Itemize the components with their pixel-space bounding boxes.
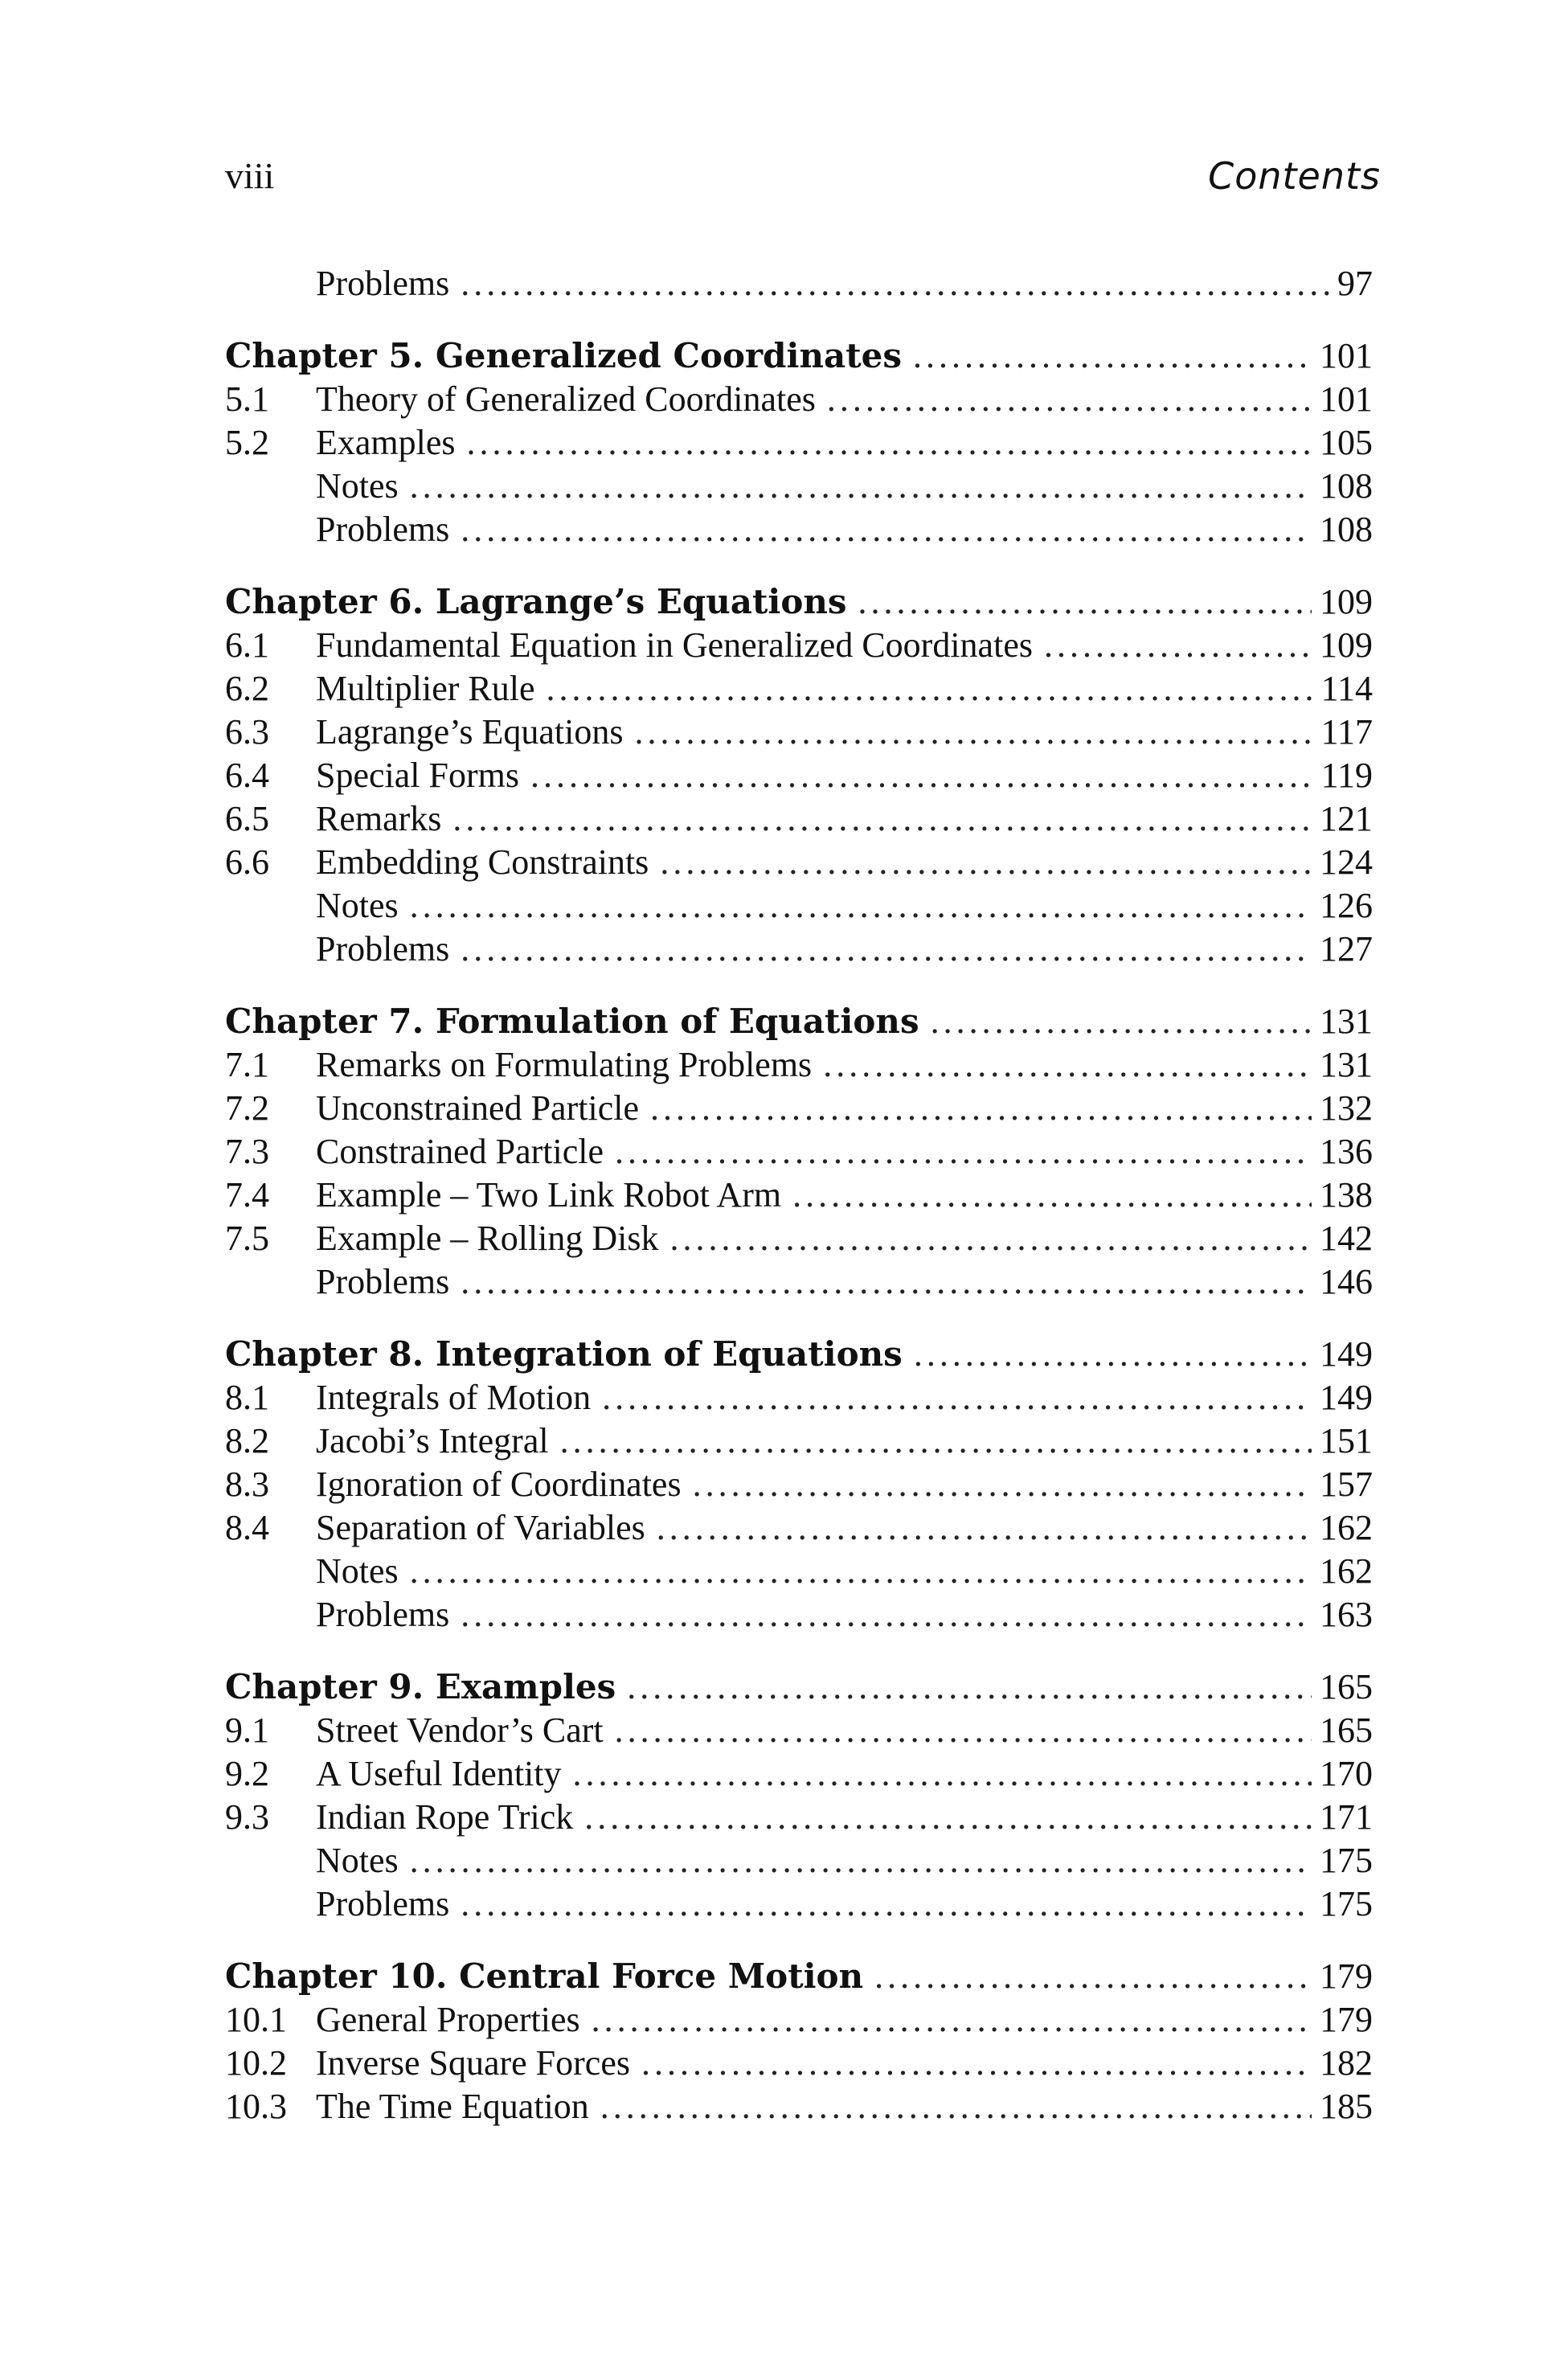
dot-leader <box>452 797 1312 841</box>
chapter-title: Chapter 10. Central Force Motion <box>225 1956 864 1996</box>
section-number: 8.3 <box>225 1465 269 1504</box>
running-head: Contents <box>1208 154 1381 198</box>
section-page: 114 <box>1320 669 1373 708</box>
toc-section[interactable] <box>225 1796 1373 1839</box>
section-title: Problems <box>316 1262 450 1301</box>
toc-section[interactable] <box>225 754 1373 797</box>
toc-section[interactable] <box>225 928 1373 971</box>
toc-section[interactable] <box>225 1709 1373 1752</box>
toc-chapter-8[interactable] <box>225 1333 1373 1376</box>
dot-leader <box>547 667 1313 711</box>
section-title: Integrals of Motion <box>316 1378 592 1417</box>
toc-chapter-5[interactable] <box>225 334 1373 378</box>
dot-leader <box>627 1665 1312 1709</box>
section-number: 7.2 <box>225 1088 269 1128</box>
dot-leader <box>461 1260 1312 1304</box>
section-page: 157 <box>1320 1465 1373 1504</box>
section-title: Fundamental Equation in Generalized Coordinates <box>316 625 1033 665</box>
dot-leader <box>461 1593 1312 1637</box>
section-title: Multiplier Rule <box>316 669 535 708</box>
section-title: Problems <box>316 510 450 549</box>
chapter-page: 101 <box>1320 336 1373 375</box>
section-page: 127 <box>1320 929 1373 969</box>
section-title: A Useful Identity <box>316 1754 562 1793</box>
section-page: 138 <box>1320 1175 1373 1215</box>
section-number: 7.3 <box>225 1132 269 1171</box>
chapter-title: Chapter 8. Integration of Equations <box>225 1334 903 1374</box>
chapter-title: Chapter 7. Formulation of Equations <box>225 1002 919 1041</box>
dot-leader <box>615 1130 1312 1174</box>
toc-section[interactable] <box>225 1043 1373 1087</box>
toc-section[interactable] <box>225 1550 1373 1593</box>
section-number: 8.4 <box>225 1508 269 1547</box>
dot-leader <box>823 1043 1312 1087</box>
section-title: Unconstrained Particle <box>316 1088 639 1128</box>
toc-chapter-10[interactable] <box>225 1955 1373 1998</box>
chapter-title: Chapter 5. Generalized Coordinates <box>225 336 902 375</box>
section-page: 179 <box>1320 2000 1373 2039</box>
section-page: 126 <box>1320 886 1373 925</box>
section-title: Theory of Generalized Coordinates <box>316 379 816 419</box>
toc-entry-ch4-problems[interactable] <box>225 262 1373 305</box>
dot-leader <box>914 1333 1312 1376</box>
dot-leader <box>410 884 1312 928</box>
dot-leader <box>410 1550 1312 1593</box>
section-title: General Properties <box>316 2000 580 2039</box>
page-number: viii <box>225 155 275 196</box>
toc-chapter-7[interactable] <box>225 1000 1373 1043</box>
section-title: Ignoration of Coordinates <box>316 1465 682 1504</box>
toc-section[interactable] <box>225 624 1373 667</box>
section-page: 119 <box>1320 756 1373 795</box>
section-number: 10.2 <box>225 2043 287 2083</box>
dot-leader <box>1044 624 1312 667</box>
dot-leader <box>461 508 1312 551</box>
dot-leader <box>584 1796 1312 1839</box>
section-number: 10.1 <box>225 2000 287 2039</box>
section-page: 101 <box>1320 379 1373 419</box>
section-page: 142 <box>1320 1219 1373 1258</box>
dot-leader <box>467 421 1312 465</box>
section-page: 105 <box>1320 423 1373 462</box>
section-page: 108 <box>1320 466 1373 506</box>
section-number: 9.1 <box>225 1710 269 1750</box>
dot-leader <box>592 1998 1312 2042</box>
dot-leader <box>931 1000 1312 1043</box>
toc-section[interactable] <box>225 884 1373 928</box>
section-title: Street Vendor’s Cart <box>316 1710 604 1750</box>
dot-leader <box>827 378 1312 421</box>
dot-leader <box>670 1217 1312 1260</box>
toc-section[interactable] <box>225 1260 1373 1304</box>
section-page: 149 <box>1320 1378 1373 1417</box>
section-title: Notes <box>316 1841 399 1880</box>
toc-section[interactable] <box>225 667 1373 711</box>
chapter-title: Chapter 9. Examples <box>225 1667 616 1706</box>
toc-section[interactable] <box>225 1839 1373 1882</box>
section-title: Embedding Constraints <box>316 842 649 882</box>
section-number: 7.4 <box>225 1175 269 1215</box>
toc-entry-title: Problems <box>316 264 450 303</box>
section-title: Example – Two Link Robot Arm <box>316 1175 782 1215</box>
section-page: 175 <box>1320 1841 1373 1880</box>
section-title: Constrained Particle <box>316 1132 604 1171</box>
section-number: 8.1 <box>225 1378 269 1417</box>
toc-chapter-6[interactable] <box>225 580 1373 624</box>
dot-leader <box>602 1376 1312 1419</box>
section-page: 109 <box>1320 625 1373 665</box>
section-number: 6.3 <box>225 712 269 752</box>
section-number: 6.2 <box>225 669 269 708</box>
section-page: 117 <box>1320 712 1373 752</box>
section-title: Notes <box>316 466 399 506</box>
dot-leader <box>530 754 1313 797</box>
section-page: 108 <box>1320 510 1373 549</box>
toc-section[interactable] <box>225 2042 1373 2085</box>
dot-leader <box>615 1709 1312 1752</box>
page-header <box>225 154 1381 203</box>
toc-entry-page: 97 <box>1337 264 1373 303</box>
section-page: 121 <box>1320 799 1373 838</box>
section-page: 175 <box>1320 1884 1373 1923</box>
toc-section[interactable] <box>225 1130 1373 1174</box>
section-number: 7.1 <box>225 1045 269 1084</box>
section-title: Separation of Variables <box>316 1508 645 1547</box>
toc-section[interactable] <box>225 1506 1373 1550</box>
section-page: 136 <box>1320 1132 1373 1171</box>
toc-section[interactable] <box>225 1217 1373 1260</box>
toc-section[interactable] <box>225 1376 1373 1419</box>
dot-leader <box>913 334 1312 378</box>
section-page: 132 <box>1320 1088 1373 1128</box>
dot-leader <box>641 2042 1312 2085</box>
section-number: 8.2 <box>225 1421 269 1460</box>
toc-section[interactable] <box>225 421 1373 465</box>
section-number: 6.5 <box>225 799 269 838</box>
toc-section[interactable] <box>225 378 1373 421</box>
chapter-page: 149 <box>1320 1334 1373 1374</box>
section-title: Remarks on Formulating Problems <box>316 1045 813 1084</box>
section-page: 170 <box>1320 1754 1373 1793</box>
section-number: 5.2 <box>225 423 269 462</box>
section-title: Jacobi’s Integral <box>316 1421 549 1460</box>
section-title: Lagrange’s Equations <box>316 712 624 752</box>
chapter-page: 179 <box>1320 1956 1373 1996</box>
chapter-page: 109 <box>1320 582 1373 621</box>
toc-section[interactable] <box>225 797 1373 841</box>
toc-section[interactable] <box>225 1882 1373 1926</box>
chapter-page: 165 <box>1320 1667 1373 1706</box>
section-number: 9.2 <box>225 1754 269 1793</box>
section-title: Problems <box>316 1595 450 1634</box>
section-page: 182 <box>1320 2043 1373 2083</box>
dot-leader <box>600 2085 1312 2128</box>
section-title: Problems <box>316 1884 450 1923</box>
section-number: 6.6 <box>225 842 269 882</box>
toc-section[interactable] <box>225 1593 1373 1637</box>
toc-section[interactable] <box>225 1752 1373 1796</box>
section-page: 131 <box>1320 1045 1373 1084</box>
table-of-contents <box>225 262 1373 2128</box>
toc-section[interactable] <box>225 1463 1373 1506</box>
section-number: 10.3 <box>225 2087 287 2126</box>
section-page: 185 <box>1320 2087 1373 2126</box>
dot-leader <box>792 1174 1312 1217</box>
section-page: 163 <box>1320 1595 1373 1634</box>
dot-leader <box>573 1752 1312 1796</box>
section-number: 6.1 <box>225 625 269 665</box>
dot-leader <box>657 1506 1312 1550</box>
toc-section[interactable] <box>225 508 1373 551</box>
section-title: Special Forms <box>316 756 519 795</box>
dot-leader <box>461 1882 1312 1926</box>
dot-leader <box>560 1419 1312 1463</box>
toc-section[interactable] <box>225 465 1373 508</box>
section-title: The Time Equation <box>316 2087 589 2126</box>
toc-section[interactable] <box>225 841 1373 884</box>
section-number: 7.5 <box>225 1219 269 1258</box>
dot-leader <box>660 841 1312 884</box>
toc-section[interactable] <box>225 1419 1373 1463</box>
section-title: Remarks <box>316 799 442 838</box>
dot-leader <box>461 262 1329 305</box>
section-page: 162 <box>1320 1508 1373 1547</box>
chapter-title: Chapter 6. Lagrange’s Equations <box>225 582 847 621</box>
section-page: 151 <box>1320 1421 1373 1460</box>
dot-leader <box>461 928 1312 971</box>
toc-section[interactable] <box>225 1087 1373 1130</box>
section-title: Notes <box>316 1551 399 1591</box>
dot-leader <box>650 1087 1312 1130</box>
section-page: 146 <box>1320 1262 1373 1301</box>
section-title: Example – Rolling Disk <box>316 1219 659 1258</box>
section-title: Notes <box>316 886 399 925</box>
section-page: 124 <box>1320 842 1373 882</box>
toc-section[interactable] <box>225 1998 1373 2042</box>
toc-section[interactable] <box>225 2085 1373 2128</box>
section-title: Indian Rope Trick <box>316 1797 574 1837</box>
section-number: 9.3 <box>225 1797 269 1837</box>
section-title: Examples <box>316 423 456 462</box>
section-title: Inverse Square Forces <box>316 2043 630 2083</box>
section-number: 6.4 <box>225 756 269 795</box>
section-page: 171 <box>1320 1797 1373 1837</box>
section-page: 165 <box>1320 1710 1373 1750</box>
dot-leader <box>410 465 1312 508</box>
section-page: 162 <box>1320 1551 1373 1591</box>
section-title: Problems <box>316 929 450 969</box>
toc-section[interactable] <box>225 1174 1373 1217</box>
dot-leader <box>634 711 1312 754</box>
dot-leader <box>693 1463 1312 1506</box>
section-number: 5.1 <box>225 379 269 419</box>
dot-leader <box>410 1839 1312 1882</box>
toc-section[interactable] <box>225 711 1373 754</box>
chapter-page: 131 <box>1320 1002 1373 1041</box>
dot-leader <box>874 1955 1312 1998</box>
toc-chapter-9[interactable] <box>225 1665 1373 1709</box>
dot-leader <box>858 580 1312 624</box>
